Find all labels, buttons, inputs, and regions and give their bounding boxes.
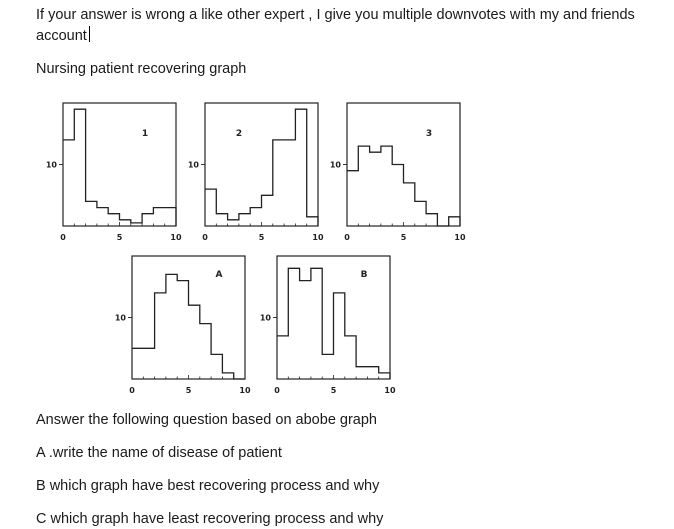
chart-series-line-3 [347, 146, 460, 226]
x-tick-label: 5 [116, 233, 123, 242]
question-c: C which graph have least recovering process and why [36, 511, 384, 527]
intro-text-content: If your answer is wrong a like other expert , I give you multiple downvotes with my and friends account [36, 7, 635, 44]
question-b: B which graph have best recovering process and why [36, 478, 380, 494]
y-tick-label: 10 [329, 160, 341, 170]
chart-frame [132, 256, 245, 379]
graph-title: Nursing patient recovering graph [36, 61, 247, 77]
y-tick-label: 10 [114, 313, 126, 323]
x-tick-label: 5 [400, 233, 407, 242]
chart-title-2: 2 [235, 129, 243, 139]
y-tick-label: 10 [187, 160, 199, 170]
chart-title-3: 3 [425, 129, 433, 139]
x-tick-label: 10 [170, 233, 182, 242]
x-tick-label: 0 [344, 233, 350, 242]
x-tick-label: 0 [60, 233, 66, 242]
x-tick-label: 0 [129, 386, 135, 395]
chart-panel-a [115, 256, 251, 395]
chart-series-line-1 [63, 109, 176, 226]
chart-panel-3 [330, 103, 466, 242]
y-tick-label: 10 [259, 313, 271, 323]
chart-panel-1 [46, 103, 182, 242]
question-intro: Answer the following question based on abobe graph [36, 412, 377, 428]
x-tick-label: 5 [330, 386, 337, 395]
chart-series-line-2 [205, 109, 318, 226]
chart-series-line-a [132, 274, 245, 379]
x-tick-label: 0 [202, 233, 208, 242]
x-tick-label: 0 [274, 386, 280, 395]
chart-title-b: B [360, 270, 368, 280]
x-tick-label: 5 [258, 233, 265, 242]
x-tick-label: 10 [239, 386, 251, 395]
chart-title-a: A [215, 270, 223, 280]
chart-series-line-b [277, 268, 390, 379]
x-tick-label: 10 [312, 233, 324, 242]
y-tick-label: 10 [45, 160, 57, 170]
chart-panel-b [260, 256, 396, 395]
question-a: A .write the name of disease of patient [36, 445, 282, 461]
x-tick-label: 10 [384, 386, 396, 395]
chart-title-1: 1 [141, 129, 149, 139]
x-tick-label: 5 [185, 386, 192, 395]
x-tick-label: 10 [454, 233, 466, 242]
chart-panel-2 [188, 103, 324, 242]
